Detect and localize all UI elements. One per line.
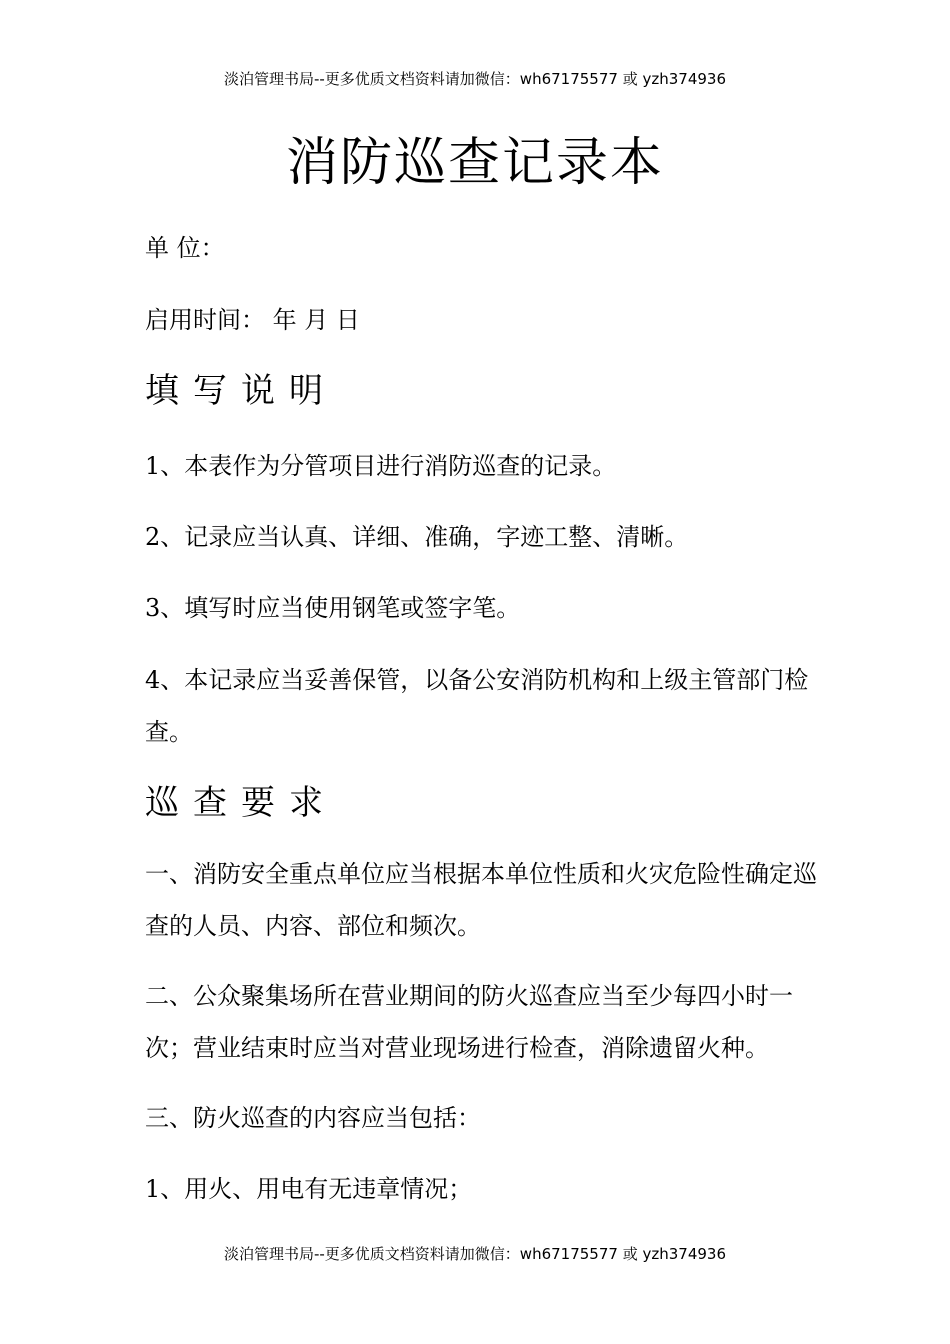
unit-field-label: 单 位： — [145, 234, 225, 262]
header-watermark: 淡泊管理书局--更多优质文档资料请加微信：wh67175577 或 yzh374936 — [223, 70, 726, 88]
fill-instruction-item: 1、本表作为分管项目进行消防巡查的记录。 — [145, 452, 617, 480]
patrol-requirement-item: 二、公众聚集场所在营业期间的防火巡查应当至少每四小时一次；营业结束时应当对营业现场进行检查，消除遗留火种。 — [145, 982, 793, 1062]
start-date-field-label: 启用时间： 年 月 日 — [145, 306, 360, 334]
patrol-requirement-item: 一、消防安全重点单位应当根据本单位性质和火灾危险性确定巡查的人员、内容、部位和频次。 — [145, 860, 817, 940]
page-title: 消防巡查记录本 — [285, 133, 664, 193]
fill-instruction-item: 3、填写时应当使用钢笔或签字笔。 — [145, 594, 521, 622]
patrol-requirement-item: 三、防火巡查的内容应当包括： — [145, 1104, 481, 1132]
footer-watermark: 淡泊管理书局--更多优质文档资料请加微信：wh67175577 或 yzh374936 — [223, 1245, 726, 1263]
fill-instruction-item: 4、本记录应当妥善保管，以备公安消防机构和上级主管部门检查。 — [145, 666, 809, 746]
fill-instructions-heading: 填写说明 — [145, 371, 337, 411]
patrol-requirement-item: 1、用火、用电有无违章情况； — [145, 1175, 473, 1203]
fill-instruction-item: 2、记录应当认真、详细、准确，字迹工整、清晰。 — [145, 523, 689, 551]
patrol-requirements-heading: 巡查要求 — [145, 783, 337, 823]
